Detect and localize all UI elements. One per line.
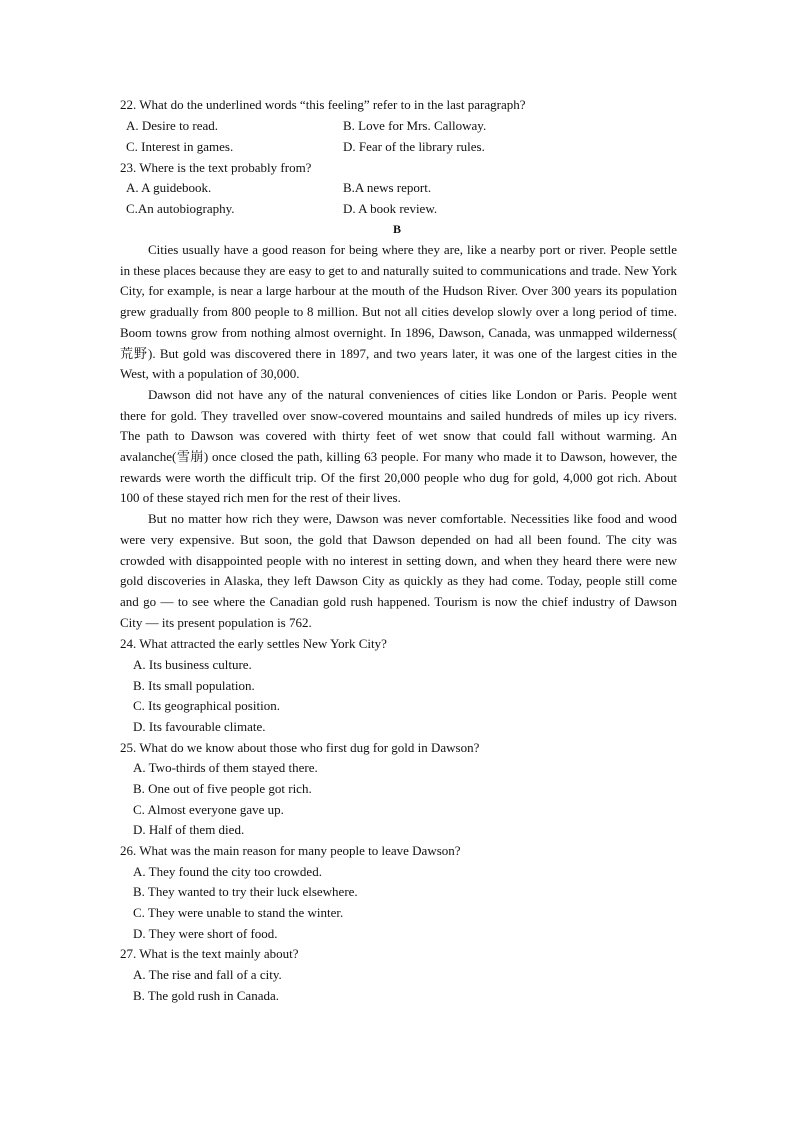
- q26-option-d: D. They were short of food.: [133, 926, 278, 941]
- q26-option-c: C. They were unable to stand the winter.: [133, 905, 344, 920]
- q22-option-d: D. Fear of the library rules.: [343, 139, 485, 154]
- q25-option-d: D. Half of them died.: [133, 822, 245, 837]
- question-22: 22. What do the underlined words “this feeling” refer to in the last paragraph?: [120, 97, 526, 112]
- q22-option-a: A. Desire to read.: [126, 118, 219, 133]
- q23-option-c: C.An autobiography.: [126, 201, 235, 216]
- q25-option-c: C. Almost everyone gave up.: [133, 802, 284, 817]
- passage-paragraph: Dawson did not have any of the natural conveniences of cities like London or Paris. People went there for gold. They travelled over snow-covered mountains and sailed hundreds of miles up icy rivers. The path to Dawson was covered with thirty feet of wet snow that could fall without warming. An avalanche(雪崩) once closed the path, killing 63 people. For many who made it to Dawson, however, the rewards were worth the difficult trip. Of the first 20,000 people who dug for gold, 4,000 got rich. About 100 of these stayed rich men for the rest of their lives.: [120, 386, 677, 506]
- q24-option-b: B. Its small population.: [133, 678, 255, 693]
- question-23: 23. Where is the text probably from?: [120, 160, 312, 175]
- passage-paragraph: Cities usually have a good reason for being where they are, like a nearby port or river. People settle in these places because they are easy to get to and naturally suited to communications and trade. New York City, for example, is near a large harbour at the mouth of the Hudson River. Over 300 years its population grew gradually from 800 people to 8 million. But not all cities develop slowly over a long period of time. Boom towns grow from nothing almost overnight. In 1896, Dawson, Canada, was unmapped wilderness( 荒野). But gold was discovered there in 1897, and two years later, it was one of the largest cities in the West, with a population of 30,000.: [120, 242, 677, 382]
- section-heading: B: [392, 222, 401, 236]
- q25-option-a: A. Two-thirds of them stayed there.: [133, 760, 318, 775]
- q23-option-a: A. A guidebook.: [126, 180, 212, 195]
- q27-option-a: A. The rise and fall of a city.: [133, 967, 282, 982]
- q22-option-c: C. Interest in games.: [126, 139, 234, 154]
- question-25: 25. What do we know about those who first dug for gold in Dawson?: [120, 740, 480, 755]
- q27-option-b: B. The gold rush in Canada.: [133, 988, 279, 1003]
- q24-option-d: D. Its favourable climate.: [133, 719, 266, 734]
- q24-option-a: A. Its business culture.: [133, 657, 252, 672]
- q22-option-b: B. Love for Mrs. Calloway.: [343, 118, 487, 133]
- passage-paragraph: But no matter how rich they were, Dawson was never comfortable. Necessities like food and wood were very expensive. But soon, the gold that Dawson depended on had all been found. The city was crowded with disappointed people with no interest in setting down, and when they heard there were new gold discoveries in Alaska, they left Dawson City as quickly as they had come. Today, people still come and go — to see where the Canadian gold rush happened. Tourism is now the chief industry of Dawson City — its present population is 762.: [120, 511, 677, 630]
- question-24: 24. What attracted the early settles New York City?: [120, 636, 387, 651]
- q26-option-b: B. They wanted to try their luck elsewhere.: [133, 884, 358, 899]
- reading-passage: [120, 240, 677, 633]
- q25-option-b: B. One out of five people got rich.: [133, 781, 312, 796]
- q23-option-b: B.A news report.: [343, 180, 432, 195]
- q23-option-d: D. A book review.: [343, 201, 438, 216]
- q26-option-a: A. They found the city too crowded.: [133, 864, 322, 879]
- q24-option-c: C. Its geographical position.: [133, 698, 280, 713]
- question-26: 26. What was the main reason for many people to leave Dawson?: [120, 843, 461, 858]
- question-27: 27. What is the text mainly about?: [120, 946, 299, 961]
